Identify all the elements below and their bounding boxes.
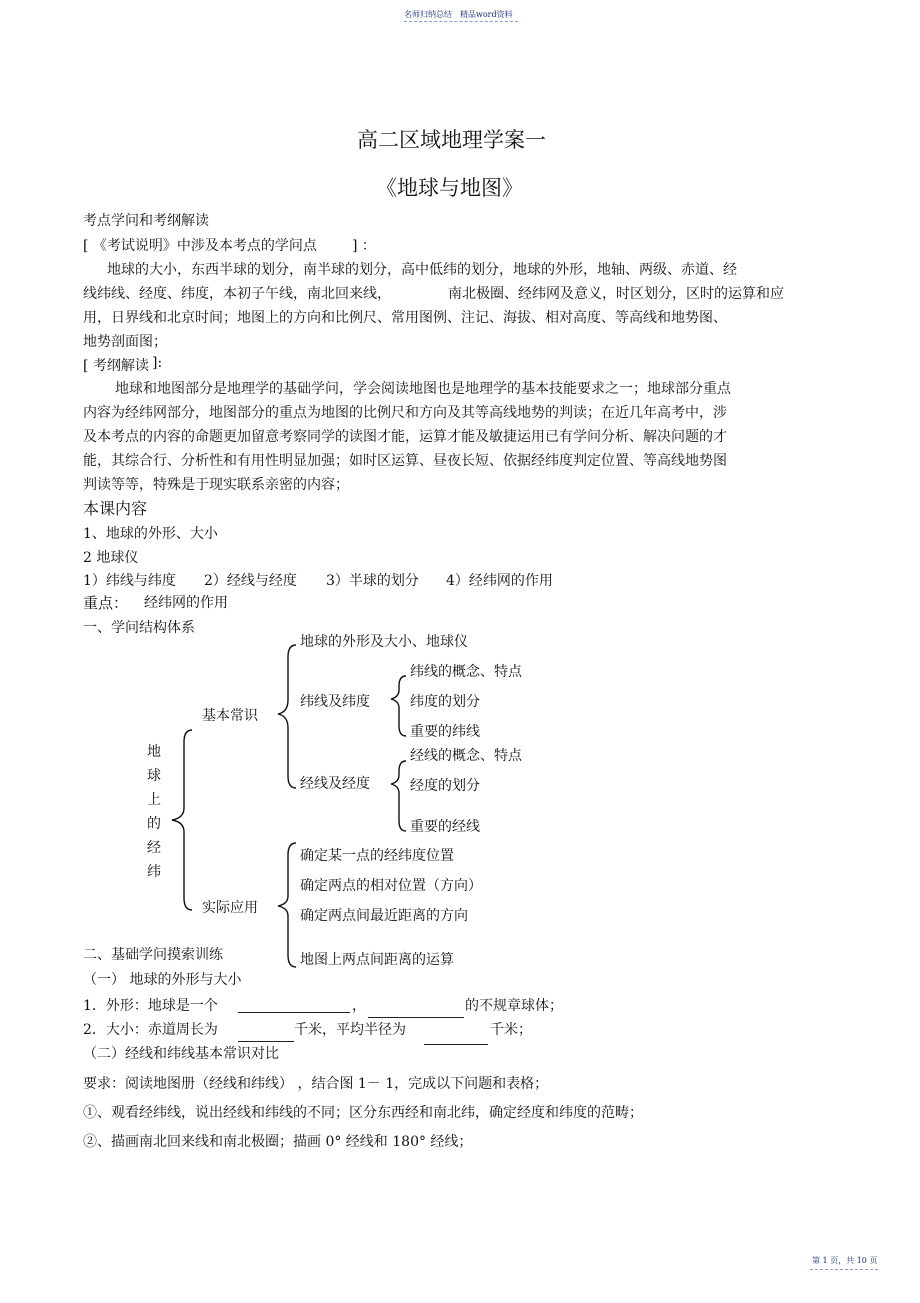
footer-divider	[810, 1269, 878, 1270]
q1-blank-2[interactable]	[368, 1017, 464, 1018]
outline-line: 地球和地图部分是地理学的基础学问，学会阅读地图也是地理学的基本技能要求之一；地球部分重点	[115, 381, 731, 397]
exam-line: 用，日界线和北京时间；地图上的方向和比例尺、常用图例、注记、海拔、相对高度、等高线和地势图、	[83, 310, 727, 326]
node-longitude-child: 经线的概念、特点	[410, 748, 522, 764]
root-char: 上	[147, 792, 161, 808]
node-practical-child: 确定某一点的经纬度位置	[300, 848, 454, 864]
exam-line: 线纬线、经度、纬度，本初子午线，南北回来线，	[83, 286, 391, 302]
node-longitude-child: 经度的划分	[410, 778, 480, 794]
training-heading: 二、基础学问摸索训练	[83, 947, 223, 963]
root-char: 球	[147, 768, 161, 784]
structure-heading: 一、学问结构体系	[83, 620, 195, 636]
outline-label: [ 考纲解读	[83, 358, 149, 374]
q1-suffix: 的不规章球体；	[465, 998, 563, 1014]
node-basic: 基本常识	[202, 708, 258, 724]
root-char: 纬	[147, 864, 161, 880]
exam-line: 地球的大小，东西半球的划分，南半球的划分，高中低纬的划分，地球的外形，地轴、两级、赤道、经	[107, 262, 737, 278]
latitude-brace	[391, 676, 406, 736]
root-char: 经	[147, 840, 161, 856]
q1-mid: ，	[352, 998, 366, 1014]
q2-prefix: 2．大小：赤道周长为	[83, 1022, 218, 1038]
key-value: 经纬网的作用	[144, 595, 228, 611]
node-latitude-child: 重要的纬线	[410, 724, 480, 740]
exam-heading: 考点学问和考纲解读	[83, 213, 209, 229]
practical-brace	[278, 843, 296, 967]
outline-line: 内容为经纬网部分，地图部分的重点为地图的比例尺和方向及其等高线地势的判读；在近几年高考中，涉	[83, 405, 727, 421]
root-char: 地	[147, 744, 161, 760]
node-practical-child: 确定两点的相对位置（方向）	[300, 878, 482, 894]
header-left-text: 名师归纳总结	[404, 10, 452, 19]
header-right-text: 精品word资料	[460, 10, 513, 19]
outline-line: 能，其综合行、分析性和有用性明显加强；如时区运算、昼夜长短、依据经纬度判定位置、等高线地势图	[83, 453, 727, 469]
outline-close: ]:	[152, 355, 163, 371]
lesson-subitem: 3）半球的划分	[326, 573, 419, 589]
longitude-brace	[391, 761, 406, 831]
outline-line: 及本考点的内容的命题更加留意考察同学的读图才能，运算才能及敏捷运用已有学问分析、解决问题的才	[83, 429, 727, 445]
exam-line: 地势剖面图；	[83, 334, 167, 350]
lesson-subitem: 1）纬线与纬度	[83, 573, 176, 589]
node-basic-child: 纬线及纬度	[300, 694, 370, 710]
q1-prefix: 1．外形：地球是一个	[83, 998, 218, 1014]
lesson-item-2: 2 地球仪	[83, 550, 139, 566]
exam-line: 南北极圈、经纬网及意义，时区划分，区时的运算和应	[448, 286, 784, 302]
exam-bracket-label: [ 《考试说明》中涉及本考点的学问点	[83, 238, 317, 254]
root-char: 的	[147, 816, 161, 832]
lesson-subitem: 2）经线与经度	[204, 573, 297, 589]
lesson-heading: 本课内容	[83, 499, 148, 518]
training-sub-1: （一） 地球的外形与大小	[83, 972, 242, 988]
training-task-1: ①、观看经纬线，说出经线和纬线的不同；区分东西经和南北纬，确定经度和纬度的范畴；	[83, 1105, 643, 1121]
node-basic-child: 经线及经度	[300, 776, 370, 792]
node-latitude-child: 纬度的划分	[410, 694, 480, 710]
node-practical-child: 地图上两点间距离的运算	[300, 952, 454, 968]
root-brace	[172, 730, 192, 910]
training-sub-2: （二）经线和纬线基本常识对比	[83, 1046, 279, 1062]
exam-bracket-close: ] ：	[352, 238, 376, 254]
outline-line: 判读等等，特殊是于现实联系亲密的内容；	[83, 477, 349, 493]
key-label: 重点：	[83, 594, 129, 612]
q2-mid: 千米，平均半径为	[294, 1022, 406, 1038]
training-task-2: ②、描画南北回来线和南北极圈；描画 0° 经线和 180° 经线；	[83, 1134, 473, 1150]
q1-blank-1[interactable]	[238, 1012, 350, 1013]
node-longitude-child: 重要的经线	[410, 819, 480, 835]
page-footer: 第 1 页，共 10 页	[812, 1256, 878, 1265]
q2-blank-1[interactable]	[238, 1041, 294, 1042]
page-title: 高二区域地理学案一	[357, 128, 546, 152]
lesson-subitem: 4）经纬网的作用	[446, 573, 553, 589]
node-practical: 实际应用	[202, 900, 258, 916]
q2-suffix: 千米；	[490, 1022, 532, 1038]
training-requirement: 要求：阅读地图册（经线和纬线） ，结合图 1－ 1，完成以下问题和表格；	[83, 1076, 549, 1092]
q2-blank-2[interactable]	[424, 1044, 488, 1045]
page-subtitle: 《地球与地图》	[376, 176, 523, 200]
node-basic-child: 地球的外形及大小、地球仪	[300, 634, 468, 650]
node-practical-child: 确定两点间最近距离的方向	[300, 908, 468, 924]
node-latitude-child: 纬线的概念、特点	[410, 664, 522, 680]
basic-brace	[278, 645, 296, 788]
lesson-item-1: 1、地球的外形、大小	[83, 526, 218, 542]
